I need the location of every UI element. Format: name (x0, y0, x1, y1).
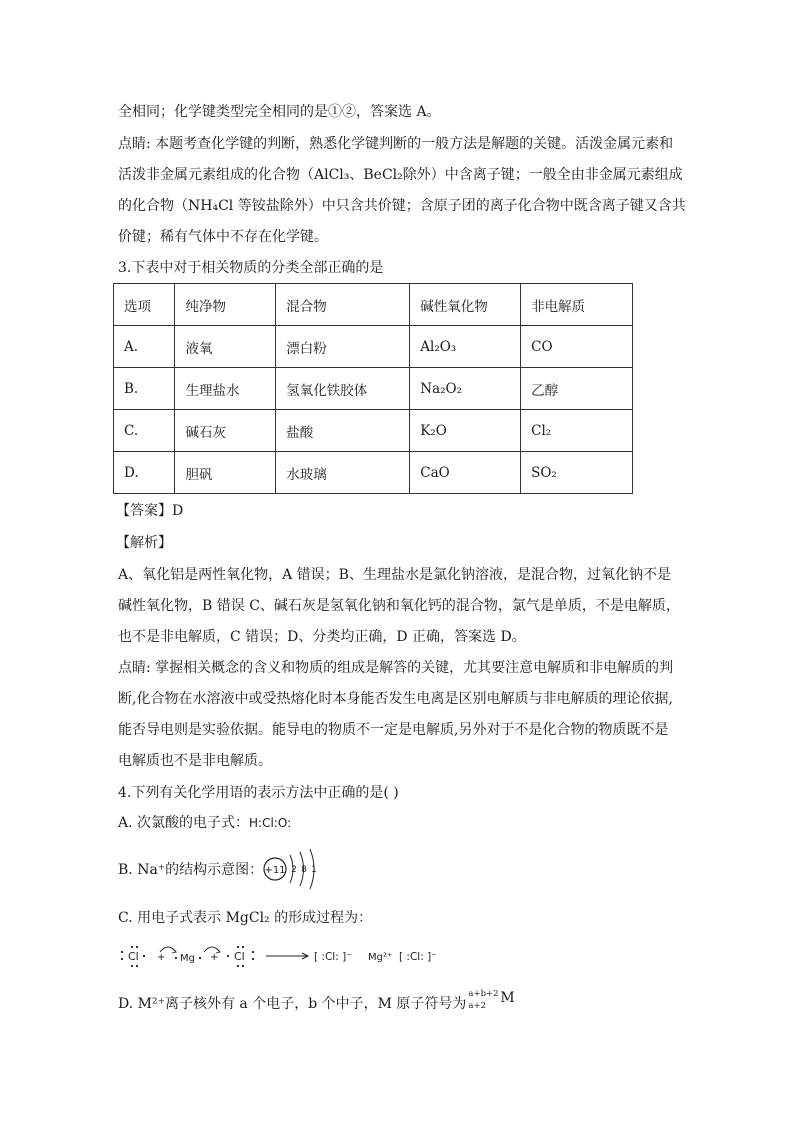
table-cell: Al₂O₃ (410, 326, 521, 368)
table-cell: 水玻璃 (276, 452, 410, 494)
tip2-line-4: 电解质也不是非电解质。 (118, 753, 272, 769)
tip1-line-2: 活泼非金属元素组成的化合物（AlCl₃、BeCl₂除外）中含离子键；一般全由非金属元素组成 (118, 167, 683, 183)
option-d-label: D. M²⁺离子核外有 a 个电子，b 个中子，M 原子符号为 (118, 996, 467, 1012)
nuclide-mass-number: a+b+2 (468, 989, 499, 999)
option-a-label: A. 次氯酸的电子式： (118, 815, 250, 831)
mgcl2-formation-process (116, 938, 456, 972)
tip1-line-4: 价键；稀有气体中不存在化学键。 (118, 229, 328, 245)
table-header-cell: 纯净物 (175, 284, 276, 326)
table-cell: 盐酸 (276, 410, 410, 452)
option-b-label: B. Na⁺的结构示意图： (118, 862, 264, 878)
table-cell: 漂白粉 (276, 326, 410, 368)
cl-atom-right: Cl (234, 950, 245, 963)
product-mg-ion: Mg²⁺ (368, 952, 393, 963)
table-row (114, 326, 633, 368)
table-cell: B. (114, 368, 175, 410)
table-row (114, 452, 633, 494)
table-cell: K₂O (410, 410, 521, 452)
q4-option-d (118, 988, 518, 1014)
table-header-cell: 选项 (114, 284, 175, 326)
table-cell: A. (114, 326, 175, 368)
table-header-cell: 非电解质 (521, 284, 633, 326)
analysis-line-3: 也不是非电解质，C 错误；D、分类均正确，D 正确，答案选 D。 (118, 629, 526, 645)
table-cell: SO₂ (521, 452, 633, 494)
hclo-electron-formula: H:Cl:O: (249, 816, 292, 830)
intro-line: 全相同；化学键类型完全相同的是①②，答案选 A。 (118, 104, 441, 120)
table-cell: CO (521, 326, 633, 368)
shell-electrons-3: 1 (311, 865, 317, 875)
table-cell: 液氧 (175, 326, 276, 368)
q4-title: 4.下列有关化学用语的表示方法中正确的是( ) (118, 785, 399, 801)
table-header-cell: 碱性氧化物 (410, 284, 521, 326)
table-cell: 生理盐水 (175, 368, 276, 410)
table-header-row (114, 284, 633, 326)
plus-sign: + (210, 952, 219, 963)
nuclide-element: M (500, 990, 515, 1006)
mg-atom: Mg (180, 953, 195, 964)
analysis-label: 【解析】 (116, 535, 172, 551)
tip1-line-1: 点睛: 本题考查化学键的判断，熟悉化学键判断的一般方法是解题的关键。活泼金属元素和 (118, 136, 674, 152)
table-cell: 乙醇 (521, 368, 633, 410)
analysis-line-1: A、氧化铝是两性氧化物，A 错误；B、生理盐水是氯化钠溶液，是混合物，过氧化钠不是 (118, 567, 671, 583)
cl-atom-left: Cl (128, 950, 139, 963)
shell-electrons-1: 2 (291, 865, 297, 875)
analysis-line-2: 碱性氧化物，B 错误 C、碱石灰是氢氧化钠和氧化钙的混合物，氯气是单质，不是电解质， (118, 598, 680, 614)
table-cell: D. (114, 452, 175, 494)
table-cell: CaO (410, 452, 521, 494)
nuclide-atomic-number: a+2 (468, 1001, 487, 1011)
table-cell: Cl₂ (521, 410, 633, 452)
tip2-line-3: 能否导电则是实验依据。能导电的物质不一定是电解质,另外对于不是化合物的物质既不是 (118, 722, 669, 738)
table-header-cell: 混合物 (276, 284, 410, 326)
shell-electrons-2: 8 (301, 865, 307, 875)
q3-title: 3.下表中对于相关物质的分类全部正确的是 (118, 260, 384, 276)
table-cell: 氢氧化铁胶体 (276, 368, 410, 410)
product-cl-ion-left: [ :Cl: ]⁻ (314, 951, 352, 963)
q4-option-b (118, 860, 263, 880)
table-row (114, 410, 633, 452)
product-cl-ion-right: [ :Cl: ]⁻ (399, 951, 437, 963)
plus-sign: + (157, 952, 166, 963)
table-cell: C. (114, 410, 175, 452)
tip1-line-3: 的化合物（NH₄Cl 等铵盐除外）中只含共价键；含原子团的离子化合物中既含离子键又含共 (118, 198, 686, 214)
answer-label: 【答案】D (116, 503, 184, 519)
classification-table (113, 283, 633, 494)
nucleus-charge: +11 (264, 865, 286, 876)
tip2-line-1: 点睛: 掌握相关概念的含义和物质的组成是解答的关键，尤其要注意电解质和非电解质的判 (118, 660, 674, 676)
tip2-line-2: 断,化合物在水溶液中或受热熔化时本身能否发生电离是区别电解质与非电解质的理论依据, (118, 691, 673, 707)
table-row (114, 368, 633, 410)
na-ion-structure-diagram (260, 846, 324, 892)
table-cell: 碱石灰 (175, 410, 276, 452)
table-cell: 胆矾 (175, 452, 276, 494)
q4-option-c: C. 用电子式表示 MgCl₂ 的形成过程为： (118, 910, 373, 926)
q4-option-a (118, 813, 291, 833)
nuclide-symbol (466, 988, 518, 1011)
table-cell: Na₂O₂ (410, 368, 521, 410)
